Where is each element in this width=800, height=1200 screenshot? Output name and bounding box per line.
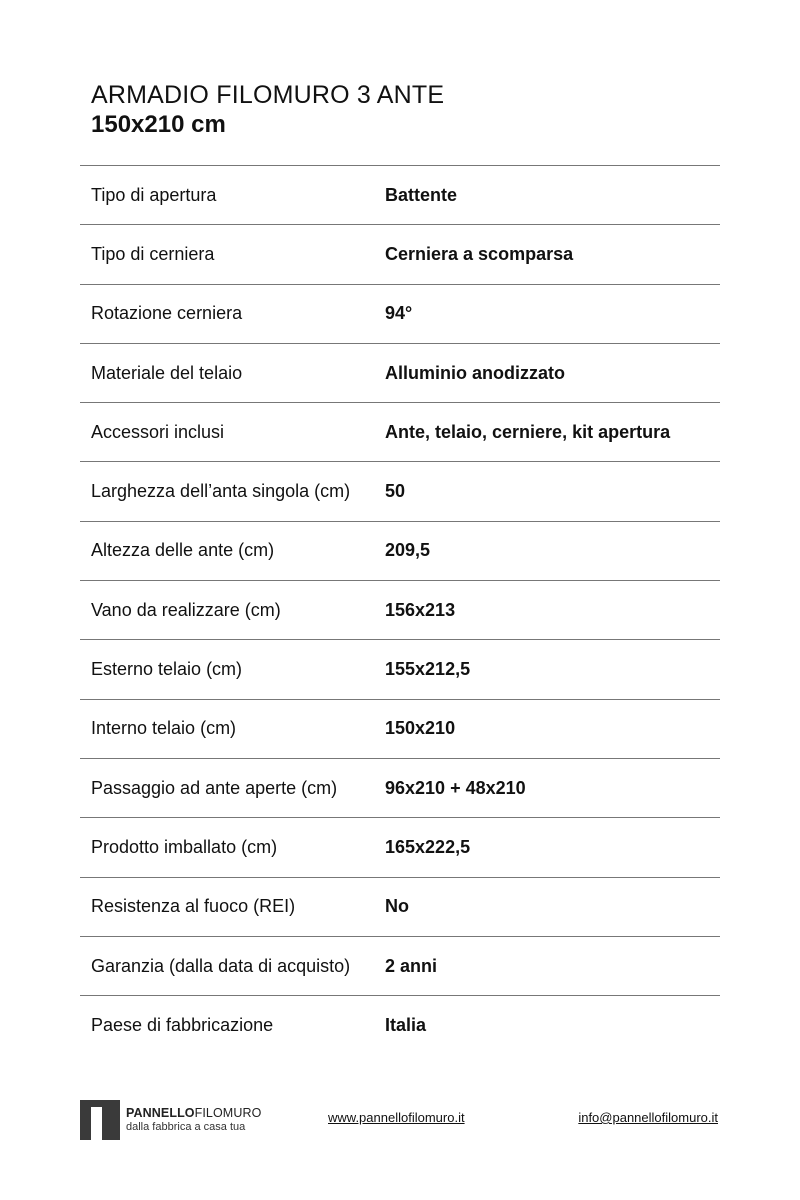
spec-row	[80, 878, 720, 937]
spec-label: Passaggio ad ante aperte (cm)	[91, 777, 338, 798]
spec-value: 50	[385, 481, 406, 502]
spec-row	[80, 581, 720, 640]
brand-logo[interactable]	[80, 1100, 261, 1140]
spec-value: 150x210	[385, 718, 456, 739]
spec-row	[80, 344, 720, 403]
logo-text	[126, 1106, 261, 1134]
spec-value: 156x213	[385, 599, 456, 620]
spec-row	[80, 166, 720, 225]
page-title: ARMADIO FILOMURO 3 ANTE	[91, 81, 445, 109]
spec-row	[80, 700, 720, 759]
spec-label: Paese di fabbricazione	[91, 1015, 274, 1036]
spec-value: Alluminio anodizzato	[385, 362, 565, 383]
brand-name	[126, 1106, 261, 1120]
spec-row	[80, 640, 720, 699]
spec-row	[80, 818, 720, 877]
spec-value: 209,5	[385, 540, 431, 561]
header	[91, 80, 444, 140]
spec-row	[80, 522, 720, 581]
brand-name-part2: FILOMURO	[194, 1106, 262, 1120]
spec-value: 96x210 + 48x210	[385, 777, 526, 798]
spec-label: Tipo di cerniera	[91, 243, 215, 264]
spec-row	[80, 937, 720, 996]
spec-value: Ante, telaio, cerniere, kit apertura	[385, 421, 671, 442]
door-frame-logo-icon	[80, 1100, 120, 1140]
spec-row	[80, 759, 720, 818]
spec-value: 155x212,5	[385, 659, 471, 680]
spec-value: Cerniera a scomparsa	[385, 243, 574, 264]
brand-name-part1: PANNELLO	[126, 1106, 195, 1120]
spec-label: Vano da realizzare (cm)	[91, 599, 281, 620]
footer	[80, 1098, 720, 1142]
email-link[interactable]: info@pannellofilomuro.it	[578, 1110, 718, 1125]
spec-value: 2 anni	[385, 955, 438, 976]
spec-label: Resistenza al fuoco (REI)	[91, 896, 296, 917]
spec-label: Esterno telaio (cm)	[91, 659, 243, 680]
spec-label: Larghezza dell’anta singola (cm)	[91, 481, 351, 502]
spec-value: 94°	[385, 303, 413, 324]
spec-row	[80, 462, 720, 521]
spec-value: 165x222,5	[385, 836, 471, 857]
spec-label: Garanzia (dalla data di acquisto)	[91, 955, 351, 976]
specs-table	[80, 165, 720, 1055]
spec-label: Prodotto imballato (cm)	[91, 836, 278, 857]
spec-label: Interno telaio (cm)	[91, 718, 237, 739]
spec-row	[80, 996, 720, 1055]
spec-label: Altezza delle ante (cm)	[91, 540, 275, 561]
spec-row	[80, 285, 720, 344]
spec-row	[80, 225, 720, 284]
spec-label: Rotazione cerniera	[91, 303, 243, 324]
brand-tagline: dalla fabbrica a casa tua	[126, 1121, 246, 1133]
spec-row	[80, 403, 720, 462]
spec-value: Battente	[385, 184, 458, 205]
spec-label: Materiale del telaio	[91, 362, 243, 383]
spec-value: No	[385, 896, 409, 917]
website-link[interactable]: www.pannellofilomuro.it	[328, 1110, 465, 1125]
page-subtitle: 150x210 cm	[91, 111, 226, 138]
spec-value: Italia	[385, 1015, 427, 1036]
spec-label: Accessori inclusi	[91, 421, 225, 442]
spec-label: Tipo di apertura	[91, 184, 217, 205]
